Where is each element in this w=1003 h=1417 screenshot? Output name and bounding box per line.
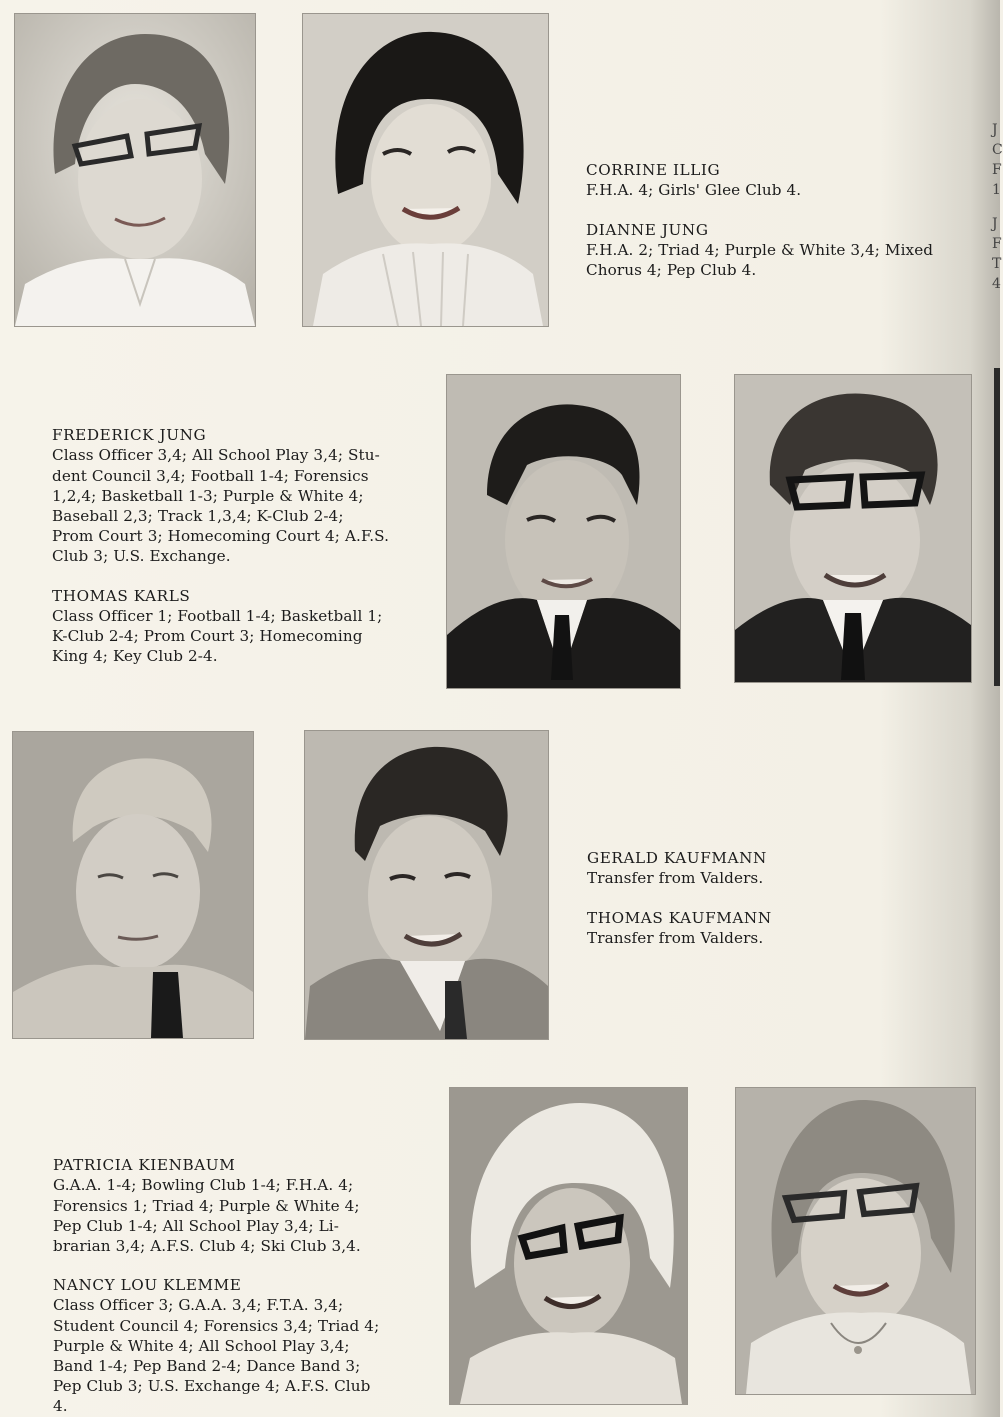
portrait-frederick-jung bbox=[447, 375, 680, 688]
edge-fragment: T bbox=[992, 256, 1002, 272]
edge-fragment: 1 bbox=[992, 182, 1001, 198]
edge-fragment: F bbox=[992, 162, 1002, 178]
student-activities: Class Officer 3; G.A.A. 3,4; F.T.A. 3,4; Student Council 4; Forensics 3,4; Triad 4; Purple & White 4; All School Play 3,4; Band 1-4; Pep Band 2-4; Dance Band 3; Pep Club 3; U.S. Exchange 4; A.F.S. Club 4. bbox=[53, 1296, 380, 1416]
caption-group-4 bbox=[53, 1135, 379, 1417]
student-activities: G.A.A. 1-4; Bowling Club 1-4; F.H.A. 4; Forensics 1; Triad 4; Purple & White 4; Pep Club 1-4; All School Play 3,4; Li- brarian 3,4; A.F.S. Club 4; Ski Club 3,4. bbox=[53, 1176, 361, 1256]
edge-fragment: J bbox=[992, 216, 998, 232]
facing-page-photo-edge bbox=[994, 368, 1000, 686]
student-name: NANCY LOU KLEMME bbox=[53, 1276, 242, 1295]
student-name: DIANNE JUNG bbox=[586, 220, 709, 239]
portrait-thomas-kaufmann bbox=[305, 731, 548, 1039]
student-name: GERALD KAUFMANN bbox=[587, 849, 767, 868]
student-activities: Class Officer 1; Football 1-4; Basketball 1; K-Club 2-4; Prom Court 3; Homecoming King 4; Key Club 2-4. bbox=[52, 606, 383, 666]
caption-group-1 bbox=[586, 140, 933, 280]
student-activities: Transfer from Valders. bbox=[587, 869, 764, 888]
portrait-patricia-kienbaum bbox=[450, 1088, 687, 1404]
student-name: PATRICIA KIENBAUM bbox=[53, 1156, 236, 1175]
edge-fragment: C bbox=[992, 142, 1003, 158]
student-activities: F.H.A. 4; Girls' Glee Club 4. bbox=[586, 181, 802, 200]
student-activities: F.H.A. 2; Triad 4; Purple & White 3,4; Mixed Chorus 4; Pep Club 4. bbox=[586, 240, 934, 280]
student-name: FREDERICK JUNG bbox=[52, 426, 207, 445]
portrait-corrine-illig bbox=[15, 14, 255, 326]
edge-fragment: J bbox=[992, 122, 998, 138]
student-activities: Class Officer 3,4; All School Play 3,4; Stu- dent Council 3,4; Football 1-4; Forensics 1,2,4; Basketball 1-3; Purple & White 4; Baseball 2,3; Track 1,3,4; K-Club 2-4; Prom Court 3; Homecoming Court 4; A.F.S. Club 3; U.S. Exchange. bbox=[52, 446, 390, 566]
portrait-nancy-lou-klemme bbox=[736, 1088, 975, 1394]
edge-fragment: F bbox=[992, 236, 1002, 252]
student-activities: Transfer from Valders. bbox=[587, 928, 764, 947]
caption-group-3 bbox=[587, 828, 772, 948]
student-name: CORRINE ILLIG bbox=[586, 161, 721, 180]
portrait-dianne-jung bbox=[303, 14, 548, 326]
portrait-thomas-karls bbox=[735, 375, 971, 682]
facing-page-text bbox=[992, 120, 1003, 294]
student-name: THOMAS KARLS bbox=[52, 586, 191, 605]
student-name: THOMAS KAUFMANN bbox=[587, 908, 772, 927]
caption-group-2 bbox=[52, 405, 389, 666]
portrait-gerald-kaufmann bbox=[13, 732, 253, 1038]
edge-fragment: 4 bbox=[992, 276, 1001, 292]
